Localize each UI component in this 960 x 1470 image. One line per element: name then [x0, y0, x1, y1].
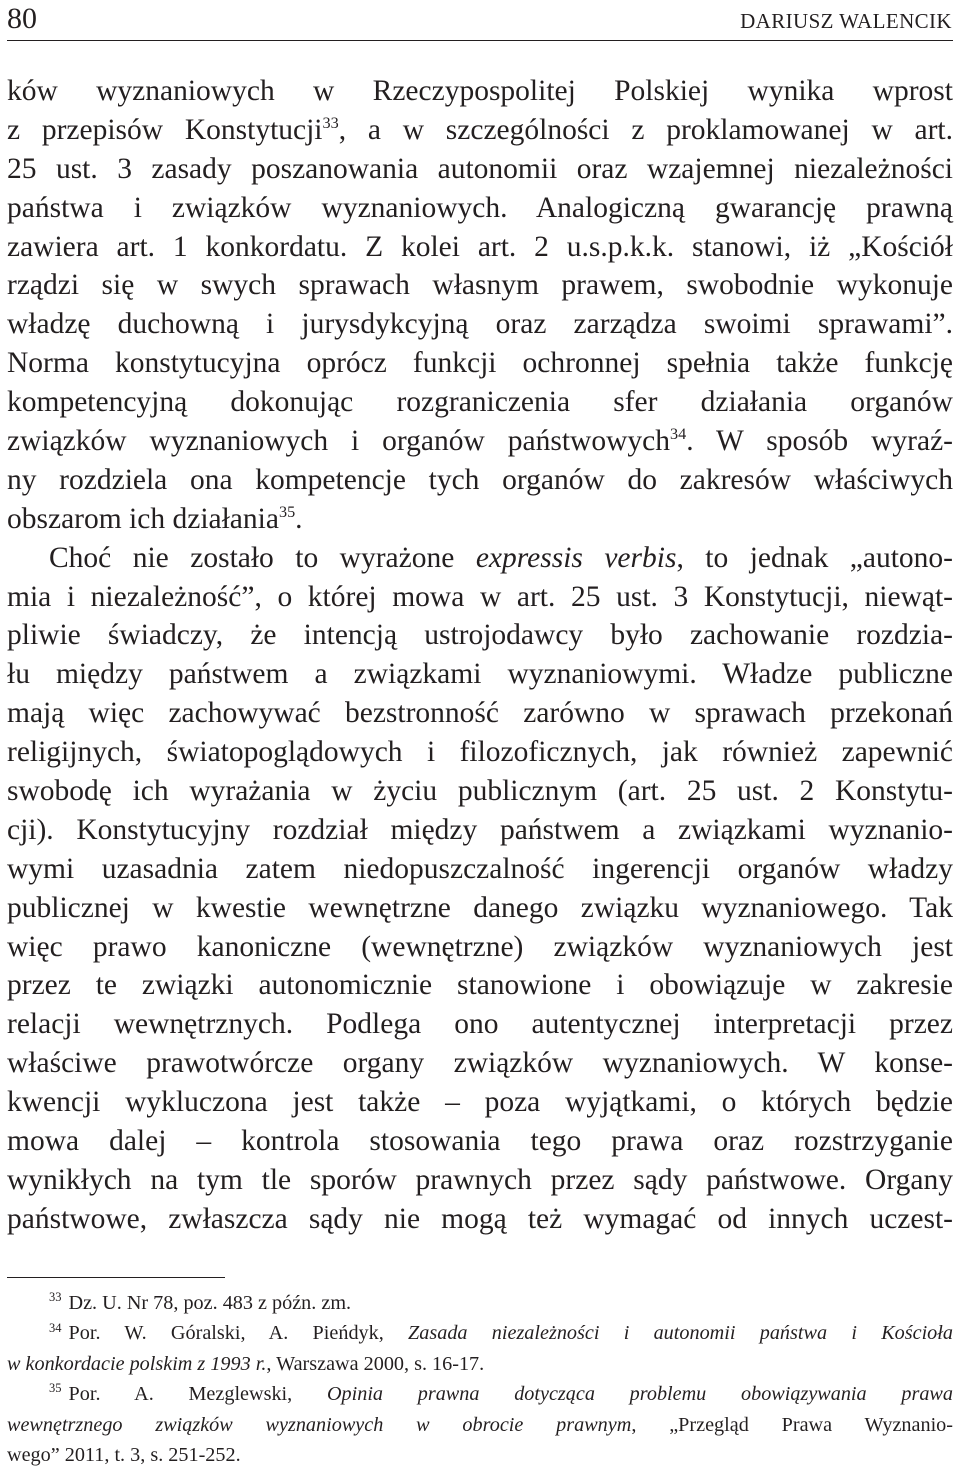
text-line: kompetencyjną dokonując rozgraniczenia sfer działania organów [7, 386, 953, 419]
footnote-35-cont: wego” 2011, t. 3, s. 251-252. [7, 1443, 241, 1466]
footnotes [7, 1288, 953, 1470]
text-line: wynikłych na tym tle sporów prawnych przez sądy państwowe. Organy [7, 1163, 953, 1196]
text-line: łu między państwem a związkami wyznaniowymi. Władze publiczne [7, 658, 953, 691]
running-head-author: DARIUSZ WALENCIK [740, 9, 952, 33]
text-line: Norma konstytucyjna oprócz funkcji ochronnej spełnia także funkcję [7, 347, 953, 380]
footnote-ref-35: 35 [278, 502, 296, 521]
footnote-rule [7, 1277, 225, 1278]
footnote-ref-34: 34 [669, 425, 687, 444]
text-line: mają więc zachowywać bezstronność zarówno w sprawach przekonań [7, 697, 953, 730]
cited-title: w konkordacie polskim z 1993 r. [7, 1352, 267, 1375]
text-line: przez te związki autonomicznie stanowione i obowiązuje w zakresie [7, 969, 953, 1002]
text-line: mia i niezależność”, o której mowa w art. 25 ust. 3 Konstytucji, niewąt- [7, 580, 953, 613]
cited-title: Opinia prawna dotycząca problemu obowiązywania prawa [326, 1383, 953, 1406]
text-line: pliwie świadczy, że intencją ustrojodawcy było zachowanie rozdzia- [7, 619, 953, 652]
cited-title: Zasada niezależności i autonomii państwa i Kościoła [408, 1322, 953, 1345]
text-line: z przepisów Konstytucji$^{33}$, a w szczególności z proklamowanej w art. [7, 113, 953, 146]
text-line: religijnych, światopoglądowych i filozoficznych, jak również zapewnić [7, 736, 953, 769]
text-line: władzę duchowną i jurysdykcyjną oraz zarządza swoimi sprawami”. [7, 308, 953, 341]
footnote-33: $^{33}$ Dz. U. Nr 78, poz. 483 z późn. zm. [49, 1290, 352, 1314]
text-line: publicznej w kwestie wewnętrzne danego związku wyznaniowego. Tak [7, 891, 953, 924]
text-line: Choć nie zostało to wyrażone expressis verbis, to jednak „autono- [49, 541, 953, 574]
footnote-ref-33: 33 [322, 114, 339, 133]
text-line: swobodę ich wyrażania w życiu publicznym (art. 25 ust. 2 Konstytu- [7, 775, 953, 808]
text-line: zawiera art. 1 konkordatu. Z kolei art. 2 u.s.p.k.k. stanowi, iż „Kościół [7, 230, 953, 263]
text-line: relacji wewnętrznych. Podlega ono autentycznej interpretacji przez [7, 1008, 953, 1041]
text-line: mowa dalej – kontrola stosowania tego prawa oraz rozstrzyganie [7, 1125, 953, 1158]
page-number: 80 [7, 2, 37, 35]
text-line: państwowe, zwłaszcza sądy nie mogą też wymagać od innych uczest- [7, 1202, 953, 1235]
cited-title: wewnętrznego związków wyznaniowych w obrocie prawnym [7, 1413, 632, 1436]
text-line: więc prawo kanoniczne (wewnętrzne) związków wyznaniowych jest [7, 930, 953, 963]
latin-phrase: expressis verbis [475, 541, 677, 574]
footnote-number: 33 [49, 1290, 62, 1305]
footnote-35-cont: wewnętrznego związków wyznaniowych w obrocie prawnym, „Przegląd Prawa Wyznanio- [7, 1413, 953, 1436]
text-line: cji). Konstytucyjny rozdział między państwem a związkami wyznanio- [7, 813, 953, 846]
body-text [7, 72, 953, 1239]
header-rule [7, 40, 953, 41]
text-line: ny rozdziela ona kompetencje tych organów do zakresów właściwych [7, 463, 953, 496]
text-line: związków wyznaniowych i organów państwowych$^{34}$. W sposób wyraź- [7, 425, 953, 458]
footnote-34: $^{34}$ Por. W. Góralski, A. Pieńdyk, Zasada niezależności i autonomii państwa i Kościoła [49, 1320, 953, 1345]
page-header [0, 0, 960, 44]
text-line: obszarom ich działania$^{35}$. [7, 502, 303, 535]
text-line: państwa i związków wyznaniowych. Analogiczną gwarancję prawną [7, 191, 953, 224]
footnote-34-cont: w konkordacie polskim z 1993 r., Warszawa 2000, s. 16-17. [7, 1352, 485, 1375]
footnote-number: 34 [49, 1320, 62, 1335]
text-line: wymi uzasadnia zatem niedopuszczalność ingerencji organów władzy [7, 852, 953, 885]
footnote-35: $^{35}$ Por. A. Mezglewski, Opinia prawna dotycząca problemu obowiązywania prawa [49, 1381, 953, 1406]
footnote-number: 35 [49, 1381, 62, 1396]
text-line: rządzi się w swych sprawach własnym prawem, swobodnie wykonuje [7, 269, 953, 302]
text-line: właściwe prawotwórcze organy związków wyznaniowych. W konse- [7, 1047, 953, 1080]
text-line: ków wyznaniowych w Rzeczypospolitej Polskiej wynika wprost [7, 75, 953, 107]
text-line: 25 ust. 3 zasady poszanowania autonomii oraz wzajemnej niezależności [7, 152, 953, 185]
text-line: kwencji wykluczona jest także – poza wyjątkami, o których będzie [7, 1086, 953, 1119]
